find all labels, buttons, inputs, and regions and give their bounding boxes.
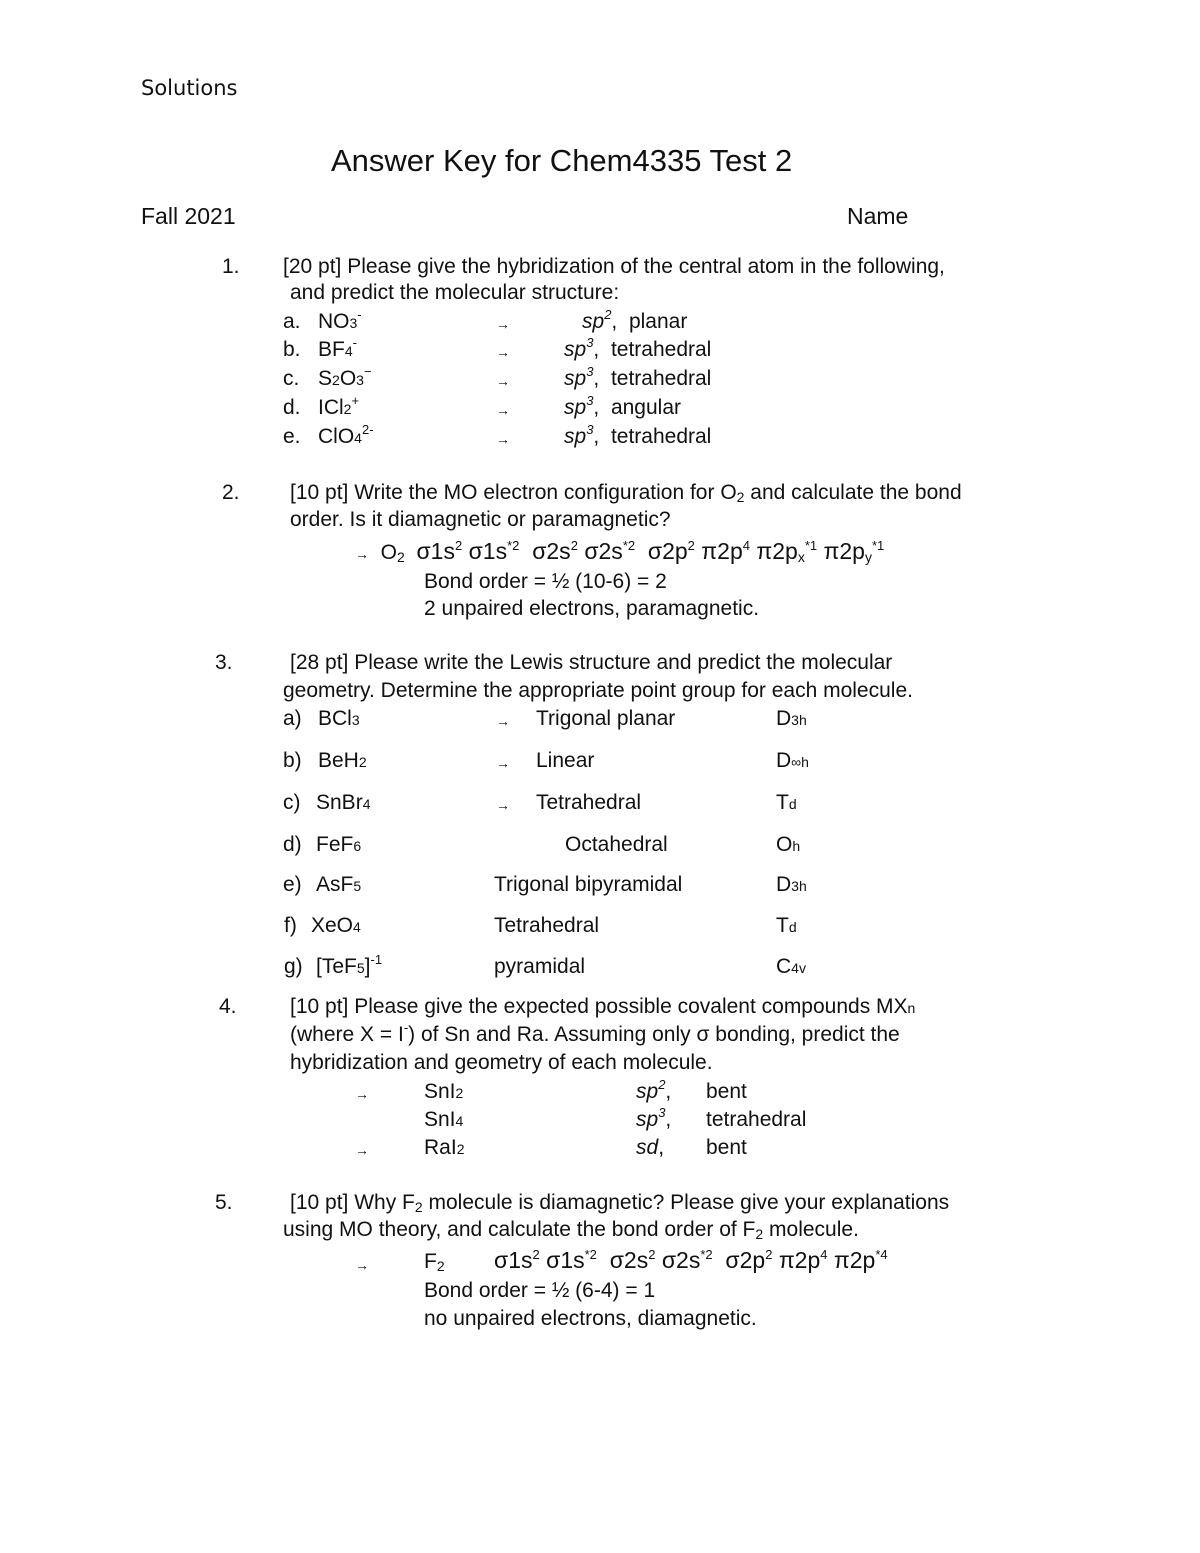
arrow-icon: → xyxy=(496,316,510,332)
name-label: Name xyxy=(847,203,909,229)
point-group: D3h xyxy=(776,707,807,730)
mo-configuration: → $O_2$ $\sigma 1s^2$ $\sigma 1s^{*2}$ $\sigma 2s^2$ $\sigma 2s^{*2}$ $\sigma 2p^2$ $\pi 2p^4$ $\pi 2p_x^{*1}$ $\pi 2p_y^{*1}$ xyxy=(355,538,885,565)
question-text: [10 pt] Write the MO electron configuration for $O_2$ and calculate the bond xyxy=(290,481,962,505)
geometry: Trigonal planar xyxy=(536,707,676,730)
semester: Fall 2021 xyxy=(141,203,236,229)
formula: RaI2 xyxy=(424,1136,465,1159)
formula: BCl3 xyxy=(318,707,360,730)
formula: SnI4 xyxy=(424,1108,464,1131)
formula: SnBr4 xyxy=(316,791,371,814)
row-label: a) xyxy=(283,707,302,730)
question-number: 2. xyxy=(222,481,240,504)
row-label: c) xyxy=(283,791,301,814)
row-label: g) xyxy=(284,955,303,978)
page-title: Answer Key for Chem4335 Test 2 xyxy=(331,143,793,178)
item-label: d. xyxy=(283,396,301,419)
geometry: Trigonal bipyramidal xyxy=(494,873,683,896)
molecule: $F_2$ xyxy=(424,1250,445,1274)
row-label: f) xyxy=(284,914,297,937)
formula: AsF5 xyxy=(316,873,362,896)
geometry: Tetrahedral xyxy=(494,914,600,937)
point-group: Td xyxy=(776,791,797,814)
arrow-icon: → xyxy=(355,1257,369,1273)
question-text: geometry. Determine the appropriate point group for each molecule. xyxy=(283,679,913,702)
hybridization: $sp^3$, xyxy=(636,1105,672,1131)
answer: $sp^3$, angular xyxy=(564,393,681,419)
question-text: (where X = I-) of Sn and Ra. Assuming only σ bonding, predict the xyxy=(290,1020,900,1046)
formula: $ClO4^{2-}$ xyxy=(318,422,374,448)
point-group: D3h xyxy=(776,873,807,896)
geometry: Tetrahedral xyxy=(536,791,642,814)
hybridization: sd, xyxy=(636,1136,665,1159)
geometry: Linear xyxy=(536,749,595,772)
row-label: e) xyxy=(283,873,302,896)
formula: BeH2 xyxy=(318,749,367,772)
row-label: d) xyxy=(283,833,302,856)
formula: XeO4 xyxy=(311,914,361,937)
question-text: hybridization and geometry of each molecule. xyxy=(290,1051,713,1074)
question-number: 1. xyxy=(222,255,240,278)
answer: $sp^3$, tetrahedral xyxy=(564,364,712,390)
item-label: c. xyxy=(283,367,300,390)
answer: $sp^2$, planar xyxy=(582,307,688,333)
conclusion: no unpaired electrons, diamagnetic. xyxy=(424,1307,757,1330)
solutions-note: Solutions xyxy=(141,76,238,100)
point-group: C4v xyxy=(776,955,806,978)
arrow-icon: → xyxy=(355,1086,369,1102)
item-label: a. xyxy=(283,310,301,333)
arrow-icon: → xyxy=(496,344,510,360)
question-text: [28 pt] Please write the Lewis structure and predict the molecular xyxy=(290,651,893,674)
arrow-icon: → xyxy=(496,797,510,813)
mo-configuration: $\sigma 1s^2$ $\sigma 1s^{*2}$ $\sigma 2s^2$ $\sigma 2s^{*2}$ $\sigma 2p^2$ $\pi 2p^4$ $\pi 2p^{*4}$ xyxy=(494,1247,888,1273)
geometry: bent xyxy=(706,1136,747,1159)
formula: FeF6 xyxy=(316,833,362,856)
question-text: [20 pt] Please give the hybridization of the central atom in the following, xyxy=(283,255,945,278)
answer: $sp^3$, tetrahedral xyxy=(564,335,712,361)
conclusion: 2 unpaired electrons, paramagnetic. xyxy=(424,597,760,620)
formula: BF4- xyxy=(318,335,357,361)
arrow-icon: → xyxy=(496,713,510,729)
geometry: tetrahedral xyxy=(706,1108,807,1131)
bond-order: Bond order = ½ (6-4) = 1 xyxy=(424,1279,656,1302)
arrow-icon: → xyxy=(496,373,510,389)
arrow-icon: → xyxy=(355,1142,369,1158)
question-number: 5. xyxy=(215,1191,233,1214)
answer: $sp^3$, tetrahedral xyxy=(564,422,712,448)
point-group: Td xyxy=(776,914,797,937)
arrow-icon: → xyxy=(496,755,510,771)
question-text: using MO theory, and calculate the bond order of $F_2$ molecule. xyxy=(283,1218,859,1242)
hybridization: $sp^2$, xyxy=(636,1077,672,1103)
point-group: D∞h xyxy=(776,749,809,772)
item-label: e. xyxy=(283,425,301,448)
geometry: Octahedral xyxy=(565,833,668,856)
formula: NO3- xyxy=(318,307,362,333)
formula: ICl2+ xyxy=(318,393,360,419)
row-label: b) xyxy=(283,749,302,772)
question-text: and predict the molecular structure: xyxy=(290,281,620,304)
formula: S2O3− xyxy=(318,364,372,390)
geometry: bent xyxy=(706,1080,747,1103)
bond-order: Bond order = ½ (10-6) = 2 xyxy=(424,570,667,593)
question-text: order. Is it diamagnetic or paramagnetic? xyxy=(290,508,671,531)
geometry: pyramidal xyxy=(494,955,586,978)
arrow-icon: → xyxy=(496,431,510,447)
question-text: [10 pt] Please give the expected possible covalent compounds MXn xyxy=(290,995,916,1018)
formula: $[TeF5]^{-1}$ xyxy=(316,952,383,978)
item-label: b. xyxy=(283,338,301,361)
question-number: 3. xyxy=(215,651,233,674)
formula: SnI2 xyxy=(424,1080,464,1103)
arrow-icon: → xyxy=(496,402,510,418)
question-text: [10 pt] Why $F_2$ molecule is diamagnetic? Please give your explanations xyxy=(290,1191,950,1215)
point-group: Oh xyxy=(776,833,801,856)
question-number: 4. xyxy=(219,995,237,1018)
